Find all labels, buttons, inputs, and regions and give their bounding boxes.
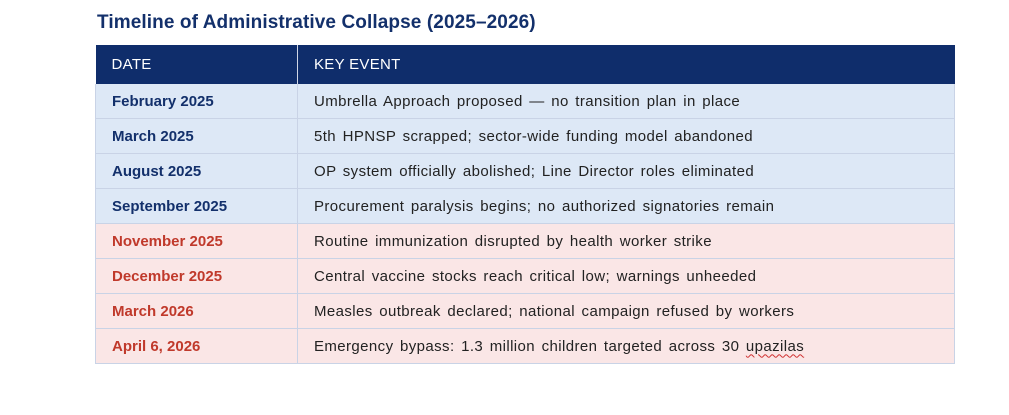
table-row <box>96 154 955 189</box>
spellcheck-flagged-word[interactable]: upazilas <box>745 337 805 355</box>
row-event <box>298 329 955 364</box>
table-row <box>96 119 955 154</box>
table-row <box>96 329 955 364</box>
row-date: December 2025 <box>96 259 298 294</box>
column-header-date: DATE <box>96 45 298 84</box>
table-row <box>96 259 955 294</box>
column-header-key-event: KEY EVENT <box>298 45 955 84</box>
row-date: March 2025 <box>96 119 298 154</box>
row-event: Procurement paralysis begins; no authorized signatories remain <box>298 189 955 224</box>
row-date: February 2025 <box>96 84 298 119</box>
row-date: September 2025 <box>96 189 298 224</box>
row-event: Routine immunization disrupted by health worker strike <box>298 224 955 259</box>
table-row <box>96 294 955 329</box>
table-row <box>96 84 955 119</box>
row-date: April 6, 2026 <box>96 329 298 364</box>
table-header-row <box>96 45 955 84</box>
row-date: August 2025 <box>96 154 298 189</box>
table-row <box>96 189 955 224</box>
table-row <box>96 224 955 259</box>
page-title: Timeline of Administrative Collapse (2025–2026) <box>97 12 536 33</box>
row-event: OP system officially abolished; Line Director roles eliminated <box>298 154 955 189</box>
row-event: Umbrella Approach proposed — no transition plan in place <box>298 84 955 119</box>
row-event: 5th HPNSP scrapped; sector-wide funding model abandoned <box>298 119 955 154</box>
row-date: November 2025 <box>96 224 298 259</box>
row-event: Measles outbreak declared; national campaign refused by workers <box>298 294 955 329</box>
row-event: Central vaccine stocks reach critical low; warnings unheeded <box>298 259 955 294</box>
row-date: March 2026 <box>96 294 298 329</box>
timeline-table <box>95 45 955 364</box>
row-event-text: Emergency bypass: 1.3 million children targeted across 30 <box>314 337 740 355</box>
